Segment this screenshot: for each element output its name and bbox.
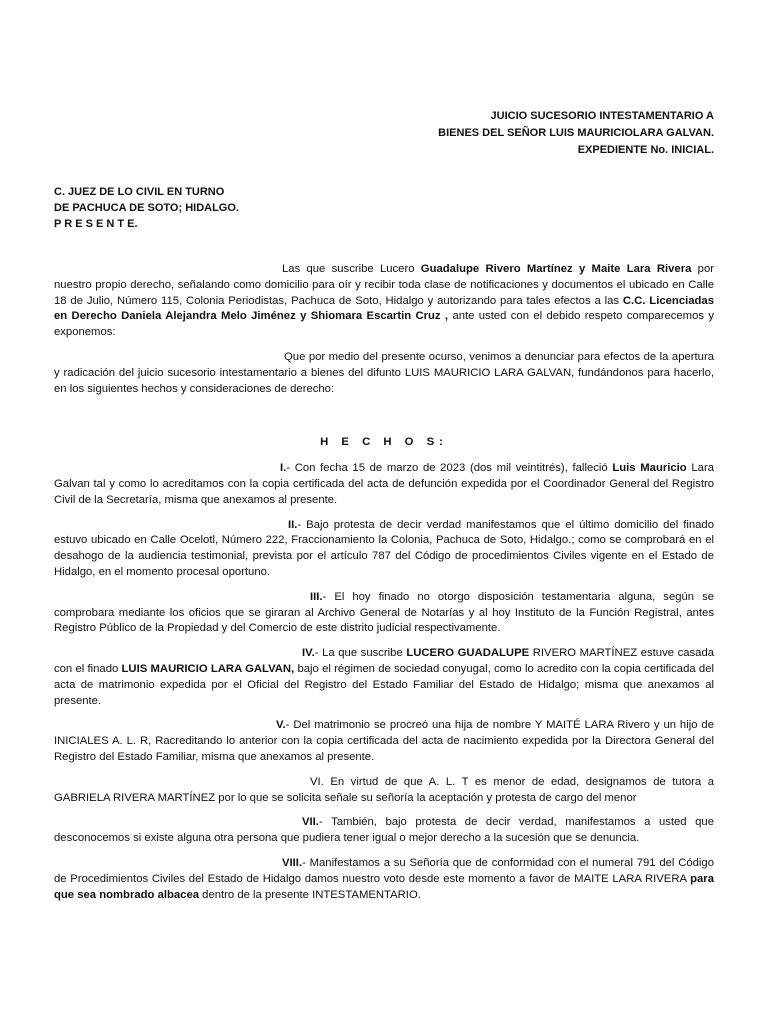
fact-vi: VI. En virtud de que A. L. T es menor de edad, designamos de tutora a GABRIELA RIVERA MARTÍNEZ por lo que se solicita señale su señoría la aceptación y protesta de cargo del menor xyxy=(54,775,714,804)
addressee-block xyxy=(54,184,239,232)
fact-vii: VII.- También, bajo protesta de decir verdad, manifestamos a usted que desconocemos si existe alguna otra persona que pudiera tener igual o mejor derecho a la sucesión que se denuncia. xyxy=(54,816,714,845)
fact-v: V.- Del matrimonio se procreó una hija de nombre Y MAITÉ LARA Rivero y un hijo de INICIALES A. L. R, Racreditando lo anterior con la copia certificada del acta de nacimiento expedida por la Directora General del Registro del Estado Familiar, misma que anexamos al presente. xyxy=(54,719,714,763)
purpose-paragraph: Que por medio del presente ocurso, venimos a denunciar para efectos de la apertura y radicación del juicio sucesorio intestamentario a bienes del difunto LUIS MAURICIO LARA GALVAN, fundándonos para hacerlo, en los siguientes hechos y consideraciones de derecho: xyxy=(54,350,714,395)
case-file-number: EXPEDIENTE No. INICIAL. xyxy=(577,144,714,156)
document-body xyxy=(54,262,714,912)
authorized-lawyers: C.C. Licenciadas en Derecho Daniela Alejandra Melo Jiménez y Shiomara Escartin Cruz , xyxy=(54,294,714,323)
addressee-line3: P R E S E N T E. xyxy=(54,218,138,230)
fact-iv: IV.- La que suscribe LUCERO GUADALUPE RIVERO MARTÍNEZ estuve casada con el finado LUIS MAURICIO LARA GALVAN, bajo el régimen de sociedad conyugal, como lo acredito con la copia certificada del acta de matrimonio expedida por el Oficial del Registro del Estado Familiar del Estado de Hidalgo; misma que anexamos al presente. xyxy=(54,647,715,707)
case-header xyxy=(314,108,714,159)
section-title-hechos: H E C H O S: xyxy=(320,436,448,449)
addressee-line2: DE PACHUCA DE SOTO; HIDALGO. xyxy=(54,202,239,214)
fact-ii: II.- Bajo protesta de decir verdad manifestamos que el último domicilio del finado estuvo ubicado en Calle Ocelotl, Número 222, Fraccionamiento la Colonia, Pachuca de Soto, Hidalgo.; como se comprobará en el desahogo de la audiencia testimonial, prevista por el artículo 787 del Código de procedimientos Civiles vigente en el Estado de Hidalgo, en el momento procesal oportuno. xyxy=(54,518,714,578)
fact-i: I.- Con fecha 15 de marzo de 2023 (dos mil veintitrés), falleció Luis Mauricio Lara Galvan tal y como lo acreditamos con la copia certificada del acta de defunción expedida por el Coordinador General del Registro Civil de la Secretaría, misma que anexamos al presente. xyxy=(54,462,715,506)
addressee-line1: C. JUEZ DE LO CIVIL EN TURNO xyxy=(54,186,225,198)
case-title-line1: JUICIO SUCESORIO INTESTAMENTARIO A xyxy=(490,110,714,122)
case-title-line2: BIENES DEL SEÑOR LUIS MAURICIOLARA GALVAN. xyxy=(438,127,714,139)
fact-iii: III.- El hoy finado no otorgo disposición testamentaria alguna, según se comprobara mediante los oficios que se giraran al Archivo General de Notarías y al hoy Instituto de la Función Registral, antes Registro Público de la Propiedad y del Comercio de este distrito judicial respectivamente. xyxy=(54,590,714,635)
intro-paragraph: Las que suscribe Lucero Guadalupe Rivero Martínez y Maite Lara Rivera por nuestro propio derecho, señalando como domicilio para oír y recibir toda clase de notificaciones y documentos el ubicado en Calle 18 de Julio, Número 115, Colonia Periodistas, Pachuca de Soto, Hidalgo y autorizando para tales efectos a las C.C. Licenciadas en Derecho Daniela Alejandra Melo Jiménez y Shiomara Escartin Cruz , ante usted con el debido respeto comparecemos y exponemos: xyxy=(54,263,715,339)
petitioners-names: Guadalupe Rivero Martínez y Maite Lara Rivera xyxy=(420,263,692,275)
fact-viii: VIII.- Manifestamos a su Señoría que de conformidad con el numeral 791 del Código de Procedimientos Civiles del Estado de Hidalgo damos nuestro voto desde este momento a favor de MAITE LARA RIVERA para que sea nombrado albacea dentro de la presente INTESTAMENTARIO. xyxy=(54,856,714,901)
